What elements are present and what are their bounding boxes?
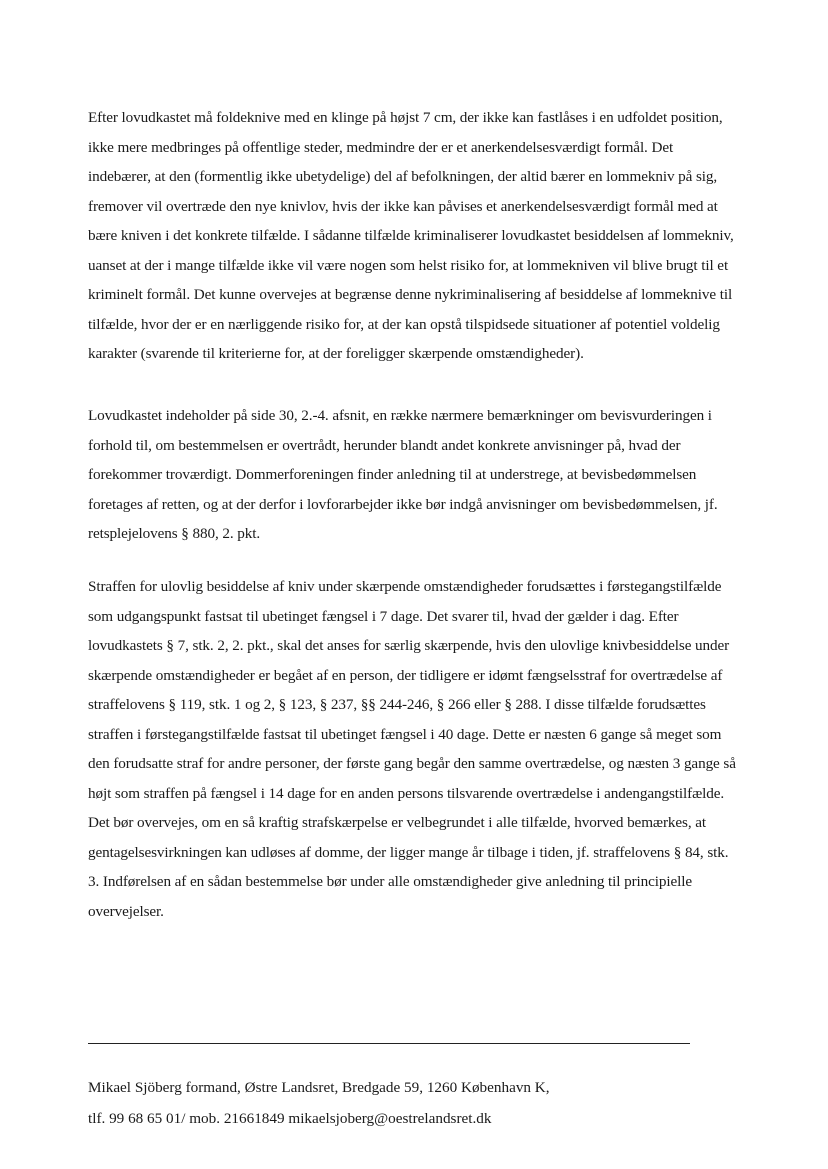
footer-address: Mikael Sjöberg formand, Østre Landsret, Bredgade 59, 1260 København K, bbox=[88, 1079, 550, 1096]
footer-divider bbox=[88, 1043, 690, 1044]
paragraph-sentencing: Straffen for ulovlig besiddelse af kniv under skærpende omstændigheder forudsættes i førstegangstilfælde som udgangspunkt fastsat til ubetinget fængsel i 7 dage. Det svarer til, hvad der gælder i dag. Efter lovudkastets § 7, stk. 2, 2. pkt., skal det anses for særlig skærpende, hvis den ulovlige knivbesiddelse under skærpende omstændigheder er begået af en person, der tidligere er idømt fængselsstraf for overtrædelse af straffelovens § 119, stk. 1 og 2, § 123, § 237, §§ 244-246, § 266 eller § 288. I disse tilfælde forudsættes straffen i førstegangstilfælde fastsat til ubetinget fængsel i 40 dage. Dette er næsten 6 gange så meget som den forudsatte straf for andre personer, der første gang begår den samme overtrædelse, og næsten 3 gange så højt som straffen på fængsel i 14 dage for en anden persons tilsvarende overtrædelse i andengangstilfælde. Det bør overvejes, om en så kraftig strafskærpelse er velbegrundet i alle tilfælde, hvorved bemærkes, at gentagelsesvirkningen kan udløses af domme, der ligger mange år tilbage i tiden, jf. straffelovens § 84, stk. 3. Indførelsen af en sådan bestemmelse bør under alle omstændigheder give anledning til principielle overvejelser. bbox=[88, 578, 736, 920]
paragraph-folding-knives: Efter lovudkastet må foldeknive med en klinge på højst 7 cm, der ikke kan fastlåses i en udfoldet position, ikke mere medbringes på offentlige steder, medmindre der er et anerkendelsesværdigt formål. Det indebærer, at den (formentlig ikke ubetydelige) del af befolkningen, der altid bærer en lommekniv på sig, fremover vil overtræde den nye knivlov, hvis der ikke kan påvises et anerkendelsesværdigt formål med at bære kniven i det konkrete tilfælde. I sådanne tilfælde kriminaliserer lovudkastet besiddelsen af lommekniv, uanset at der i mange tilfælde ikke vil være nogen som helst risiko for, at lommekniven vil blive brugt til et kriminelt formål. Det kunne overvejes at begrænse denne nykriminalisering af besiddelse af lommeknive til tilfælde, hvor der er en nærliggende risiko for, at der kan opstå tilspidsede situationer af potentiel voldelig karakter (svarende til kriterierne for, at der foreligger skærpende omstændigheder). bbox=[88, 109, 734, 362]
paragraph-evidence-assessment: Lovudkastet indeholder på side 30, 2.-4. afsnit, en række nærmere bemærkninger om bevisvurderingen i forhold til, om bestemmelsen er overtrådt, herunder blandt andet konkrete anvisninger på, hvad der forekommer troværdigt. Dommerforeningen finder anledning til at understrege, at bevisbedømmelsen foretages af retten, og at der derfor i lovforarbejder ikke bør indgå anvisninger om bevisbedømmelsen, jf. retsplejelovens § 880, 2. pkt. bbox=[88, 407, 718, 542]
footer-contact: tlf. 99 68 65 01/ mob. 21661849 mikaelsjoberg@oestrelandsret.dk bbox=[88, 1110, 492, 1127]
